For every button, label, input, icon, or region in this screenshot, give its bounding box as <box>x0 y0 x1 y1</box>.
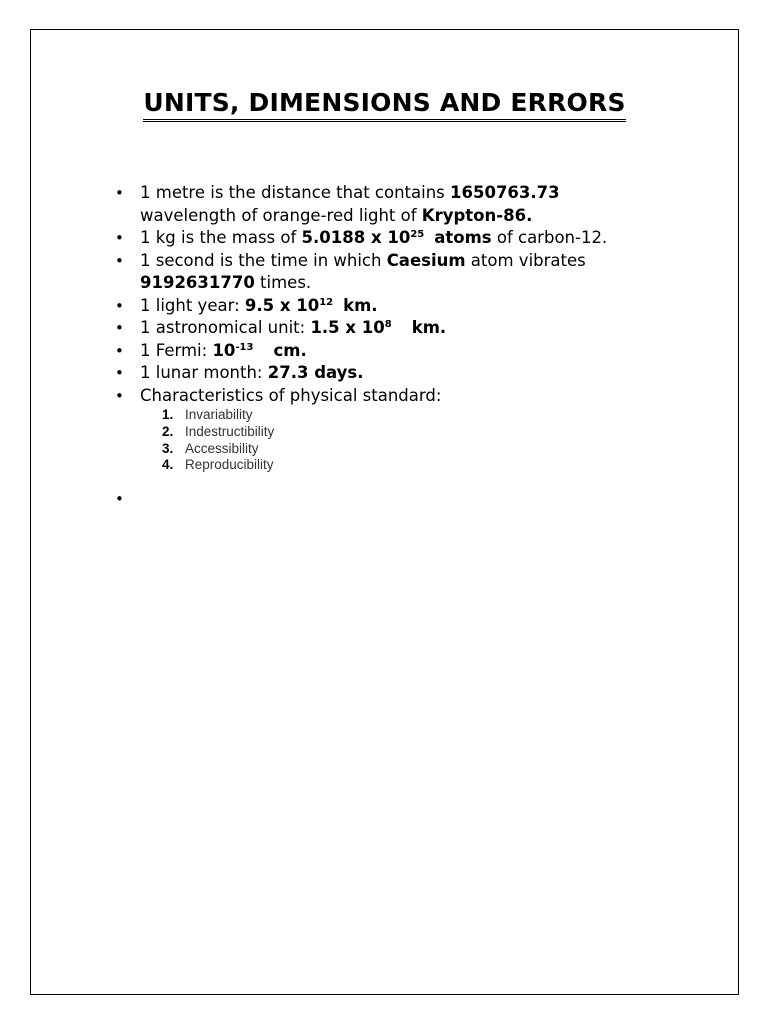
list-item-metre: • 1 metre is the distance that contains 1650763.73 wavelength of orange-red light of Krypton-86. <box>115 183 560 225</box>
list-item-characteristics: • Characteristics of physical standard: 1. Invariability 2. Indestructibility 3. Accessibility 4. Reproducibility <box>112 385 712 475</box>
sublist-item: 2. Indestructibility <box>162 423 275 439</box>
definitions-list <box>112 182 712 474</box>
list-item-lunar-month: • 1 lunar month: 27.3 days. <box>112 362 712 385</box>
list-item-kg: • 1 kg is the mass of 5.0188 x $10^{25}$ atoms of carbon-12. <box>112 227 712 250</box>
bullet: • <box>115 364 124 382</box>
bullet: • <box>115 251 124 270</box>
empty-bullet: • <box>115 490 124 508</box>
bullet: • <box>115 319 124 337</box>
bullet: • <box>115 386 124 405</box>
bullet: • <box>115 296 124 315</box>
sublist-item: 3. Accessibility <box>162 440 259 456</box>
list-item-astronomical-unit: • 1 astronomical unit: 1.5 x $10^8$ km. <box>112 317 712 340</box>
list-item-second: • 1 second is the time in which Caesium atom vibrates 9192631770 times. <box>115 250 586 292</box>
list-item-fermi: • 1 Fermi: $10^{-13}$ cm. <box>112 340 712 363</box>
bullet: • <box>115 184 124 202</box>
sublist-item: 1. Invariability <box>162 407 253 422</box>
page-border <box>30 29 739 995</box>
document-title: UNITS, DIMENSIONS AND ERRORS <box>30 88 739 122</box>
sublist-item: 4. Reproducibility <box>162 457 274 473</box>
bullet: • <box>115 341 124 360</box>
characteristics-sublist <box>140 407 712 474</box>
list-item-light-year: • 1 light year: 9.5 x $10^{12}$ km. <box>112 295 712 318</box>
bullet: • <box>115 229 124 247</box>
